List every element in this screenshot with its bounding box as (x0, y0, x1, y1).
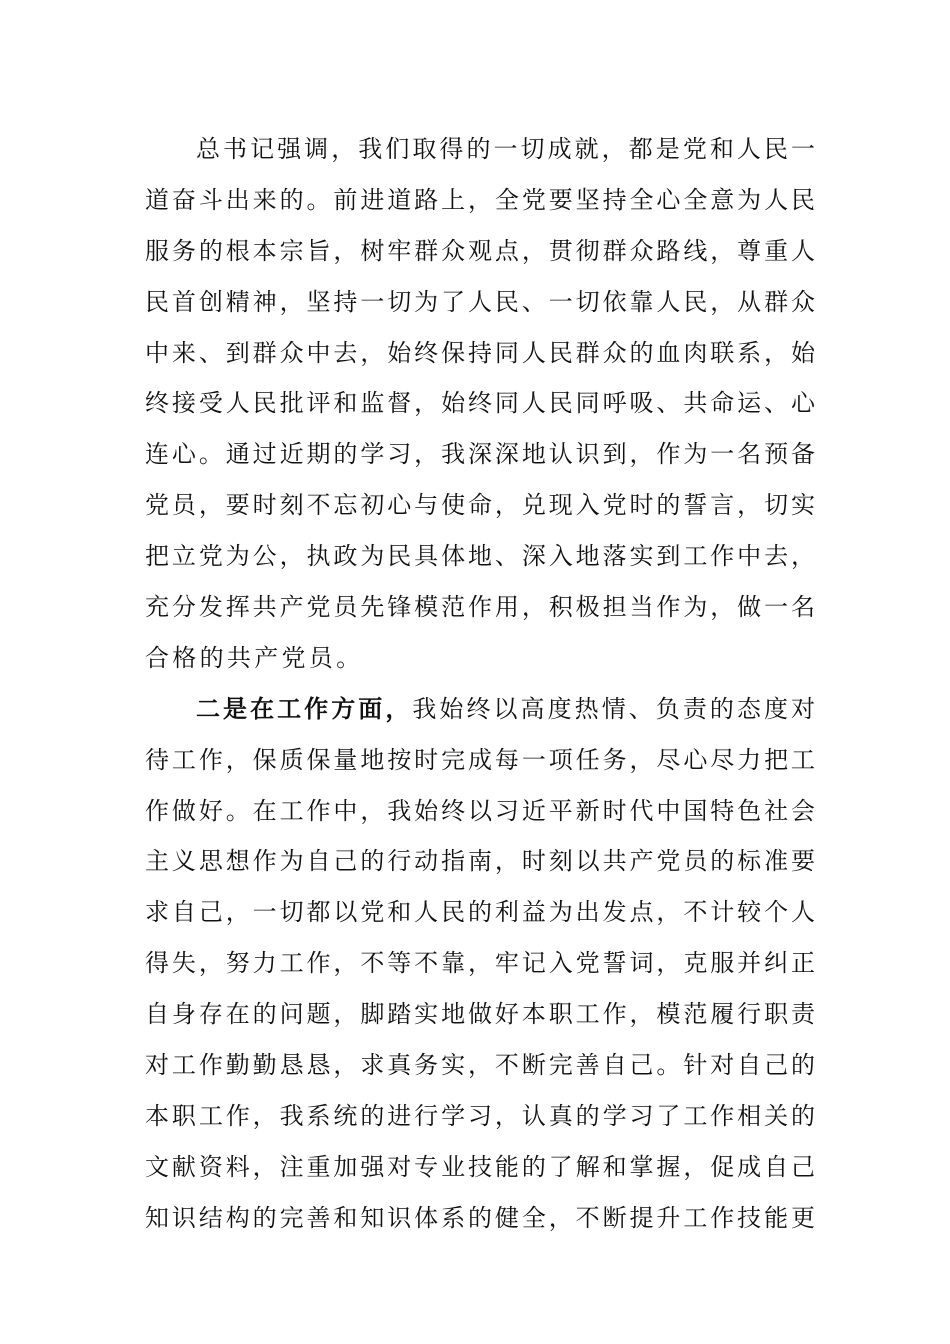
text-line: 待工作，保质保量地按时完成每一项任务，尽心尽力把工 (145, 745, 815, 774)
text-line: 对工作勤勤恳恳，求真务实，不断完善自己。针对自己的 (145, 1051, 815, 1080)
text-line: 得失，努力工作，不等不靠，牢记入党誓词，克服并纠正 (145, 949, 815, 978)
text-line: 本职工作，我系统的进行学习，认真的学习了工作相关的 (145, 1101, 815, 1130)
text-line: 中来、到群众中去，始终保持同人民群众的血肉联系，始 (145, 338, 815, 367)
text-line: 主义思想作为自己的行动指南，时刻以共产党员的标准要 (145, 847, 815, 876)
text-line: 作做好。在工作中，我始终以习近平新时代中国特色社会 (145, 796, 815, 825)
text-line: 党员，要时刻不忘初心与使命，兑现入党时的誓言，切实 (145, 491, 815, 520)
text-line: 自身存在的问题，脚踏实地做好本职工作，模范履行职责 (145, 1000, 815, 1029)
text-line: 合格的共产党员。 (145, 643, 364, 672)
text-line: 文献资料，注重加强对专业技能的了解和掌握，促成自己 (145, 1152, 815, 1181)
text-line: 充分发挥共产党员先锋模范作用，积极担当作为，做一名 (145, 593, 815, 622)
paragraph-2-first-line (145, 684, 815, 735)
text-span: 我始终以高度热情、负责的态度对 (412, 694, 816, 723)
text-line: 道奋斗出来的。前进道路上，全党要坚持全心全意为人民 (145, 185, 815, 214)
text-line: 民首创精神，坚持一切为了人民、一切依靠人民，从群众 (145, 287, 815, 316)
paragraph-2 (145, 684, 815, 1244)
text-line: 连心。通过近期的学习，我深深地认识到，作为一名预备 (145, 440, 815, 469)
paragraph-1 (145, 124, 815, 684)
text-line: 求自己，一切都以党和人民的利益为出发点，不计较个人 (145, 898, 815, 927)
text-line: 把立党为公，执政为民具体地、深入地落实到工作中去， (145, 542, 815, 571)
text-line: 知识结构的完善和知识体系的健全，不断提升工作技能更 (145, 1203, 815, 1232)
text-line: 总书记强调，我们取得的一切成就，都是党和人民一 (196, 135, 815, 163)
document-body (145, 124, 815, 1244)
text-line: 服务的根本宗旨，树牢群众观点，贯彻群众路线，尊重人 (145, 236, 815, 265)
paragraph-heading: 二是在工作方面， (196, 693, 413, 723)
text-line: 终接受人民批评和监督，始终同人民同呼吸、共命运、心 (145, 389, 815, 418)
